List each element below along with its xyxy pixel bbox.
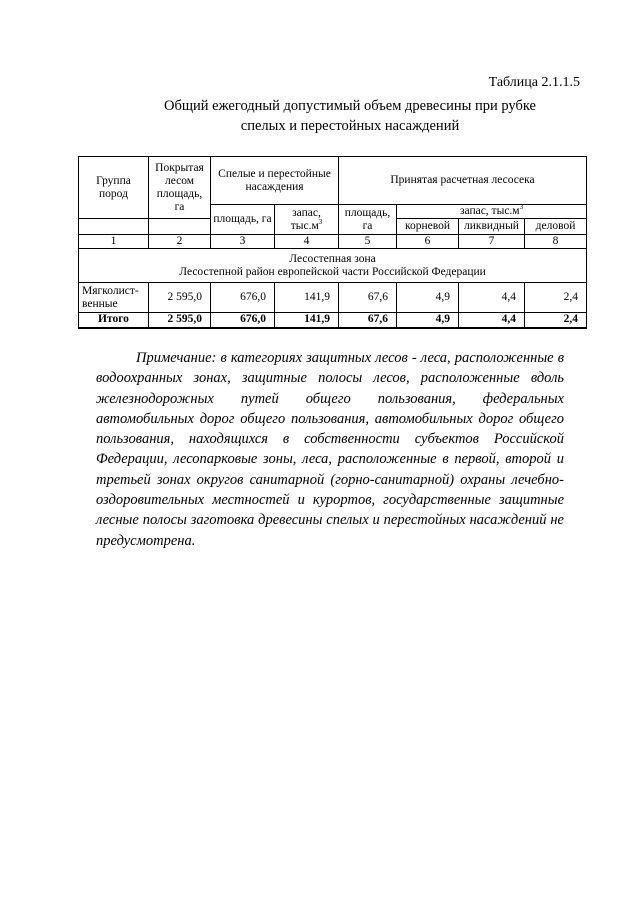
- row-mature-area: 676,0: [211, 283, 275, 313]
- column-numbers-row: [79, 235, 587, 249]
- header-mature-stands: Спелые и перестойные насаждения: [211, 157, 339, 205]
- zone-header: [79, 249, 587, 283]
- col-number: 1: [79, 235, 149, 249]
- header-forested-area: Покрытая лесом площадь, га: [149, 157, 211, 219]
- col-number: 7: [459, 235, 525, 249]
- total-mature-stock: 141,9: [275, 313, 339, 328]
- col-number: 2: [149, 235, 211, 249]
- header-group: Группа пород: [79, 157, 149, 219]
- region-name: Лесостепной район европейской части Российской Федерации: [179, 265, 486, 278]
- row-business: 2,4: [525, 283, 587, 313]
- table-row: [79, 283, 587, 313]
- header-mature-area: площадь, га: [211, 205, 275, 235]
- note-last-line: предусмотрена.: [96, 532, 196, 549]
- col-number: 6: [397, 235, 459, 249]
- header-business: деловой: [525, 219, 587, 235]
- col-number: 8: [525, 235, 587, 249]
- note-text: в категориях защитных лесов - леса, расположенные в водоохранных зонах, защитные полосы лесов, расположенные вдоль железнодорожных путей общего пользования, федеральных автомобильных дорог общего пользования, автомобильных дорог общего пользования, находящихся в собственности субъектов Российской Федерации, лесопарковые зоны, леса, расположенные в первой, второй и третьей зонах округов санитарной (горно-санитарной) охраны лечебно-оздоровительных местностей и курортов, государственные защитные лесные полосы заготовка древесины спелых и перестойных насаждений не: [96, 350, 565, 529]
- col-number: 4: [275, 235, 339, 249]
- table-note: [96, 348, 564, 551]
- row-forested-area: 2 595,0: [149, 283, 211, 313]
- total-label: Итого: [79, 313, 149, 328]
- header-cut-area: площадь, га: [339, 205, 397, 235]
- header-group-spacer: [79, 219, 149, 235]
- row-group: Мягколист-венные: [79, 283, 149, 313]
- zone-name: Лесостепная зона: [289, 252, 376, 265]
- allowable-cut-table: [78, 156, 587, 329]
- header-area-spacer: [149, 219, 211, 235]
- total-row: [79, 313, 587, 328]
- col-number: 5: [339, 235, 397, 249]
- row-cut-area: 67,6: [339, 283, 397, 313]
- title-line-2: спелых и перестойных насаждений: [240, 118, 460, 134]
- total-root: 4,9: [397, 313, 459, 328]
- row-mature-stock: 141,9: [275, 283, 339, 313]
- row-root: 4,9: [397, 283, 459, 313]
- total-cut-area: 67,6: [339, 313, 397, 328]
- title-line-1: Общий ежегодный допустимый объем древесины при рубке: [164, 98, 536, 114]
- header-liquid: ликвидный: [459, 219, 525, 235]
- header-cut-stock: запас, $тыс.м^3$: [397, 205, 587, 219]
- col-number: 3: [211, 235, 275, 249]
- total-mature-area: 676,0: [211, 313, 275, 328]
- table-caption: Таблица 2.1.1.5: [488, 75, 580, 90]
- note-label: Примечание:: [136, 350, 217, 366]
- total-forested-area: 2 595,0: [149, 313, 211, 328]
- total-liquid: 4,4: [459, 313, 525, 328]
- row-liquid: 4,4: [459, 283, 525, 313]
- header-allowable-cut: Принятая расчетная лесосека: [339, 157, 587, 205]
- table-title: [60, 96, 640, 136]
- header-root: корневой: [397, 219, 459, 235]
- total-business: 2,4: [525, 313, 587, 328]
- header-mature-stock: запас, $тыс.м^3$: [275, 205, 339, 235]
